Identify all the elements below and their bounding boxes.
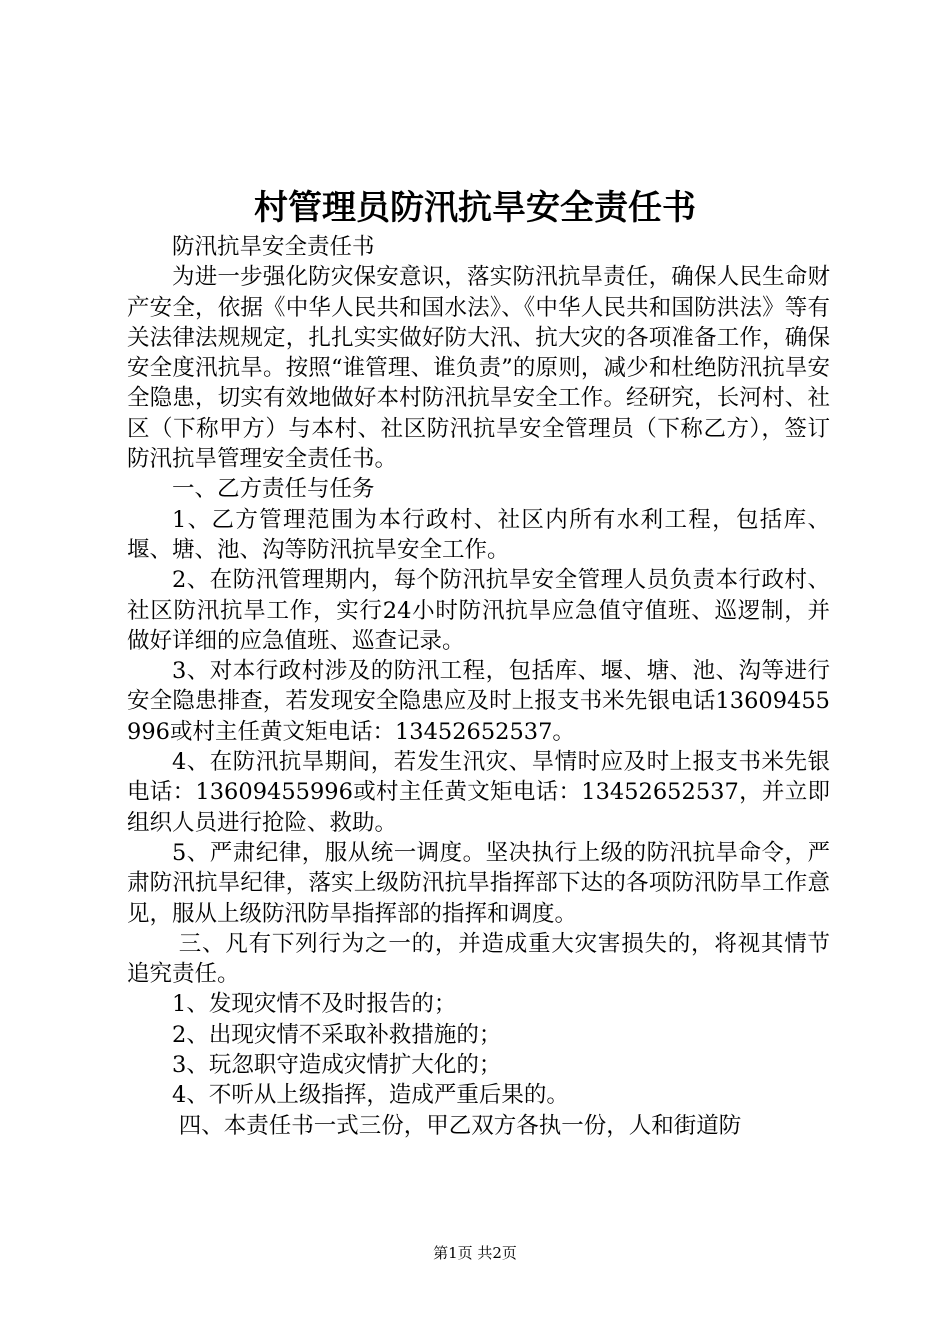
paragraph-item-2: 2、在防汛管理期内，每个防汛抗旱安全管理人员负责本行政村、社区防汛抗旱工作，实行24小时防汛抗旱应急值守值班、巡逻制，并做好详细的应急值班、巡查记录。 [127,567,830,654]
paragraph-item-5: 5、严肃纪律，服从统一调度。坚决执行上级的防汛抗旱命令，严肃防汛抗旱纪律，落实上级防汛抗旱指挥部下达的各项防汛防旱工作意见，服从上级防汛防旱指挥部的指挥和调度。 [127,839,830,927]
paragraph-liability-1: 1、发现灾情不及时报告的； [172,991,457,1018]
paragraph-liability-4: 4、不听从上级指挥，造成严重后果的。 [172,1082,569,1109]
section-heading-duties: 一、乙方责任与任务 [172,476,375,503]
section-heading-copies: 四、本责任书一式三份，甲乙双方各执一份，人和街道防 [178,1112,742,1139]
paragraph-item-4: 4、在防汛抗旱期间，若发生汛灾、旱情时应及时上报支书米先银电话：13609455996或村主任黄文矩电话：13452652537，并立即组织人员进行抢险、救助。 [127,749,830,836]
page-number-footer: 第1页 共2页 [433,1244,517,1262]
document-title: 村管理员防汛抗旱安全责任书 [254,188,696,228]
paragraph-item-1: 1、乙方管理范围为本行政村、社区内所有水利工程，包括库、堰、塘、池、沟等防汛抗旱安全工作。 [127,506,830,563]
paragraph-liability-3: 3、玩忽职守造成灾情扩大化的； [172,1052,502,1079]
paragraph-preamble: 为进一步强化防灾保安意识，落实防汛抗旱责任，确保人民生命财产安全，依据《中华人民共和国水法》、《中华人民共和国防洪法》等有关法律法规规定，扎扎实实做好防大汛、抗大灾的各项准备工作，确保安全度汛抗旱。按照“谁管理、谁负责”的原则，减少和杜绝防汛抗旱安全隐患，切实有效地做好本村防汛抗旱安全工作。经研究，长河村、社区（下称甲方）与本村、社区防汛抗旱安全管理员（下称乙方），签订防汛抗旱管理安全责任书。 [127,264,830,473]
document-body [127,232,830,1141]
paragraph-liability-2: 2、出现灾情不采取补救措施的； [172,1021,502,1048]
section-heading-liability: 三、凡有下列行为之一的，并造成重大灾害损失的，将视其情节追究责任。 [127,930,830,988]
paragraph-subtitle: 防汛抗旱安全责任书 [172,234,375,260]
paragraph-item-3: 3、对本行政村涉及的防汛工程，包括库、堰、塘、池、沟等进行安全隐患排查，若发现安全隐患应及时上报支书米先银电话13609455996或村主任黄文矩电话：13452652537。 [127,658,830,745]
